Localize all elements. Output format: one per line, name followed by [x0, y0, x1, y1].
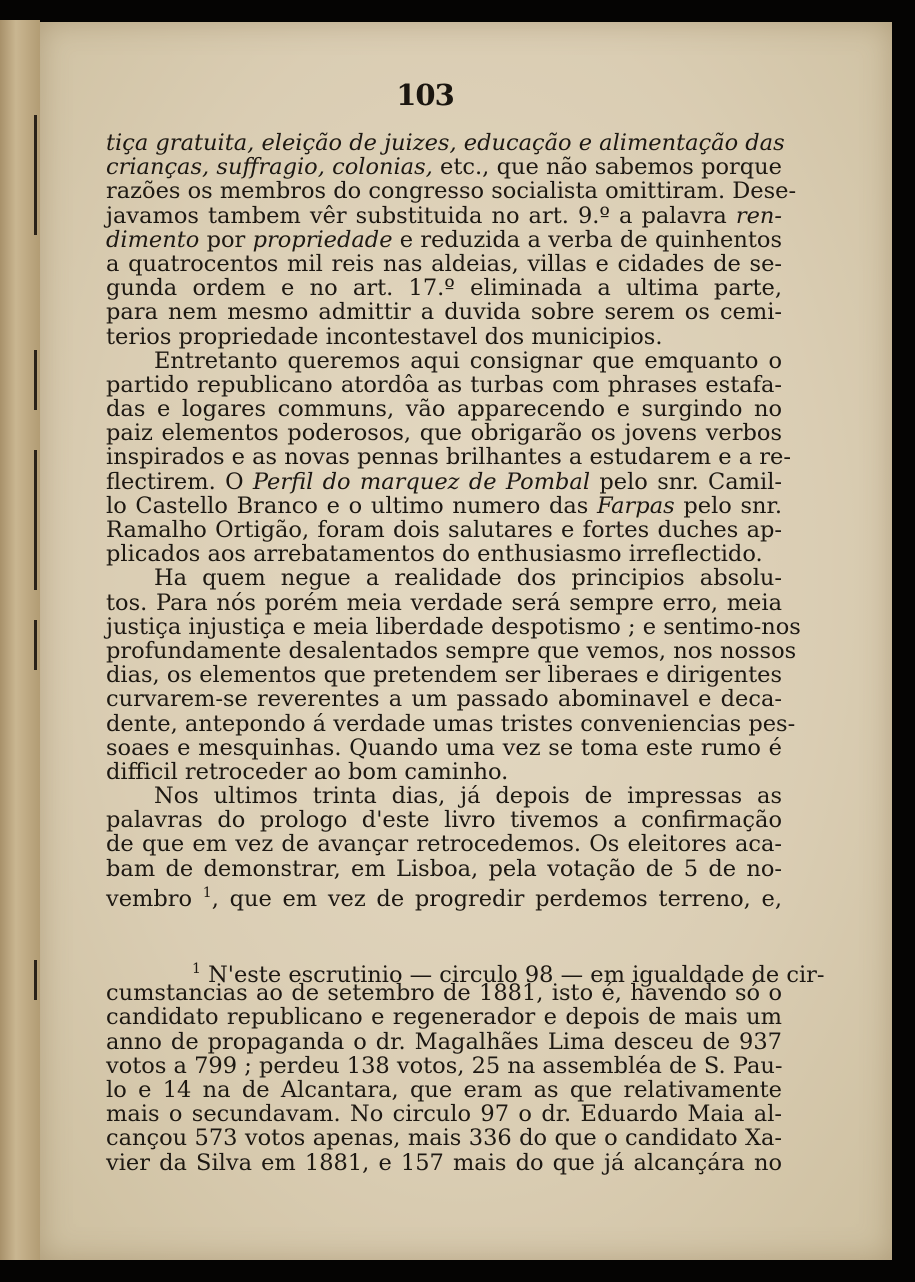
page-number: 103 — [396, 78, 454, 112]
body-line: inspirados e as novas pennas brilhantes a estudarem e a re- — [106, 444, 791, 471]
body-line: dias, os elementos que pretendem ser liberaes e dirigentes — [106, 662, 782, 689]
body-line: bam de demonstrar, em Lisboa, pela votação de 5 de no- — [106, 855, 782, 882]
body-line: profundamente desalentados sempre que vemos, nos nossos — [106, 637, 797, 664]
body-line: flectirem. O Perfil do marquez de Pombal pelo snr. Camil- — [106, 468, 782, 495]
facing-page-rule — [34, 450, 37, 590]
footnote-line: votos a 799 ; perdeu 138 votos, 25 na assembléa de S. Pau- — [106, 1052, 783, 1079]
body-line: justiça injustiça e meia liberdade despotismo ; e sentimo-nos — [106, 613, 801, 640]
body-line: dimento por propriedade e reduzida a verba de quinhentos — [106, 226, 783, 253]
body-line: difficil retroceder ao bom caminho. — [106, 758, 509, 785]
body-line: soaes e mesquinhas. Quando uma vez se toma este rumo é — [106, 734, 782, 761]
body-line: palavras do prologo d'este livro tivemos a confirmação — [106, 807, 782, 834]
body-line: lo Castello Branco e o ultimo numero das Farpas pelo snr. — [106, 492, 782, 519]
footnote-line: vier da Silva em 1881, e 157 mais do que já alcançára no — [106, 1149, 782, 1176]
facing-page-rule — [34, 620, 37, 670]
body-line: tos. Para nós porém meia verdade será sempre erro, meia — [106, 589, 782, 616]
body-line: Ramalho Ortigão, foram dois salutares e fortes duches ap- — [106, 517, 782, 543]
facing-page-rule — [34, 960, 37, 1000]
footnote-line: $^1$ N'este escrutinio — circulo 98 — em igualdade de cir- — [192, 961, 825, 988]
body-line: dente, antepondo á verdade umas tristes conveniencias pes- — [106, 710, 796, 737]
facing-page-rule — [34, 115, 37, 235]
body-line: das e logares communs, vão apparecendo e surgindo no — [106, 396, 782, 423]
footnote-line: cumstancias ao de setembro de 1881, isto é, havendo só o — [106, 980, 782, 1007]
body-line: curvarem-se reverentes a um passado abominavel e deca- — [106, 686, 782, 713]
body-line: razões os membros do congresso socialista omittiram. Dese- — [106, 178, 797, 205]
body-line: vembro $^1$, que em vez de progredir perdemos terreno, e, — [106, 884, 782, 912]
footnote-line: lo e 14 na de Alcantara, que eram as que relativamente — [106, 1076, 782, 1103]
footnote-line: mais o secundavam. No circulo 97 o dr. Eduardo Maia al- — [106, 1101, 782, 1128]
footnote — [106, 957, 825, 1176]
body-line: Nos ultimos trinta dias, já depois de impressas as — [154, 783, 782, 810]
body-line: paiz elementos poderosos, que obrigarão os jovens verbos — [106, 420, 782, 447]
body-line: Entretanto queremos aqui consignar que emquanto o — [154, 347, 782, 374]
body-line: terios propriedade incontestavel dos municipios. — [106, 323, 663, 350]
body-line: crianças, suffragio, colonias, etc., que não sabemos porque — [106, 154, 782, 181]
body-line: de que em vez de avançar retrocedemos. Os eleitores aca- — [106, 831, 782, 858]
body-line: javamos tambem vêr substituida no art. 9.º a palavra ren- — [106, 202, 782, 229]
facing-page-edge — [0, 20, 40, 1260]
footnote-line: candidato republicano e regenerador e depois de mais um — [106, 1004, 782, 1031]
body-line: tiça gratuita, eleição de juizes, educação e alimentação das — [106, 130, 785, 156]
footnote-line: anno de propaganda o dr. Magalhães Lima desceu de 937 — [106, 1028, 782, 1055]
body-line: Ha quem negue a realidade dos principios absolu- — [154, 565, 782, 592]
footnote-line: cançou 573 votos apenas, mais 336 do que o candidato Xa- — [106, 1125, 782, 1152]
body-line: para nem mesmo admittir a duvida sobre serem os cemi- — [106, 299, 782, 326]
body-line: a quatrocentos mil reis nas aldeias, villas e cidades de se- — [106, 250, 782, 277]
body-text — [106, 130, 801, 912]
body-line: partido republicano atordôa as turbas com phrases estafa- — [106, 371, 782, 398]
body-line: gunda ordem e no art. 17.º eliminada a ultima parte, — [106, 275, 782, 302]
body-line: plicados aos arrebatamentos do enthusiasmo irreflectido. — [106, 541, 763, 568]
facing-page-rule — [34, 350, 37, 410]
